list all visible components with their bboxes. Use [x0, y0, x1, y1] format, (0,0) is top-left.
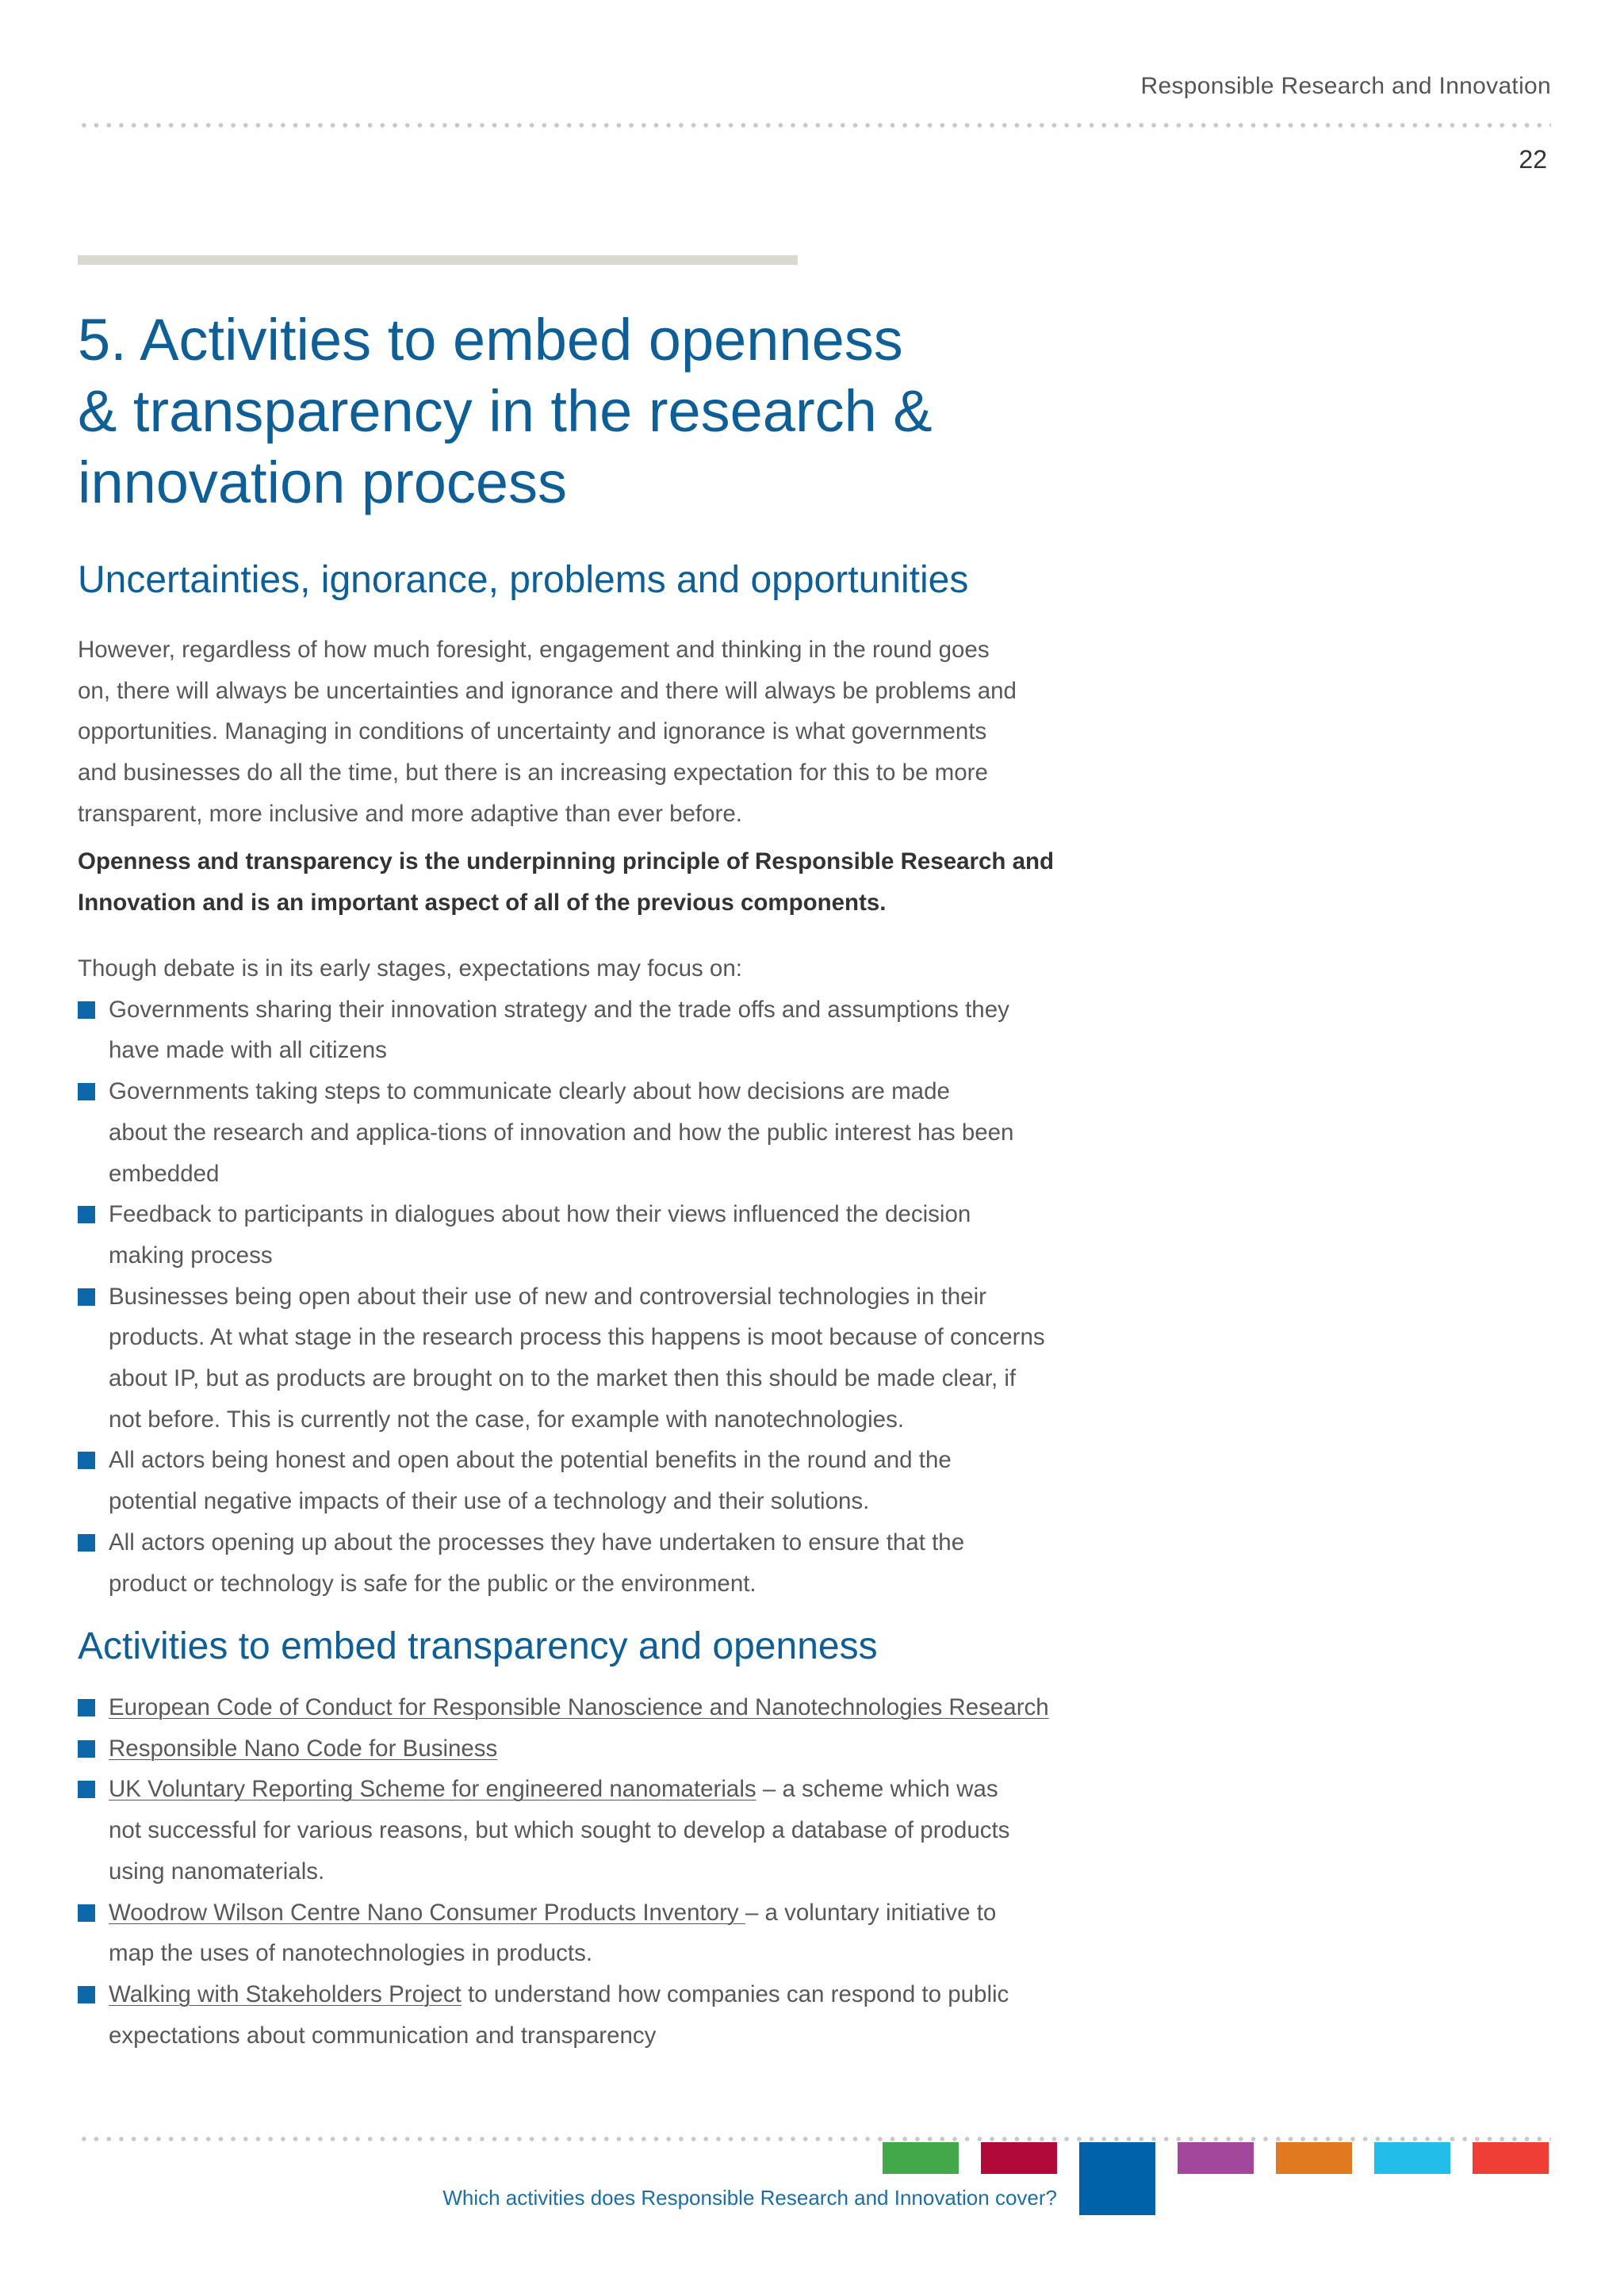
activities-list [78, 1687, 1204, 2056]
text-line: Feedback to participants in dialogues about how their views influenced the decision [109, 1201, 971, 1228]
list-item [78, 1892, 1204, 1974]
section-heading-activities: Activities to embed transparency and openness [78, 1625, 878, 1667]
square-bullet-icon [78, 1452, 95, 1469]
lead-in-text: Though debate is in its early stages, expectations may focus on: [78, 955, 742, 982]
text-line: Governments taking steps to communicate clearly about how decisions are made [109, 1078, 950, 1105]
list-item [78, 1687, 1204, 1728]
text-line: Innovation and is an important aspect of all of the previous components. [78, 889, 887, 916]
page-title-line: & transparency in the research & [78, 378, 933, 444]
square-bullet-icon [78, 1001, 95, 1019]
expectations-list [78, 989, 1204, 1605]
link-uk-voluntary-reporting-scheme[interactable]: UK Voluntary Reporting Scheme for engineered nanomaterials [109, 1776, 756, 1803]
text-line: product or technology is safe for the public or the environment. [109, 1570, 756, 1597]
text-line: expectations about communication and transparency [109, 2022, 657, 2049]
list-item [78, 1769, 1204, 1892]
text-line: using nanomaterials. [109, 1858, 325, 1885]
text-line: embedded [109, 1160, 220, 1187]
link-responsible-nano-code[interactable]: Responsible Nano Code for Business [109, 1735, 498, 1762]
section-tab[interactable] [1374, 2142, 1450, 2174]
text-line: map the uses of nanotechnologies in products. [109, 1940, 593, 1967]
text-line: about IP, but as products are brought on to the market then this should be made clear, if [109, 1365, 1017, 1392]
square-bullet-icon [78, 1206, 95, 1223]
text-line: on, there will always be uncertainties and ignorance and there will always be problems and [78, 677, 1017, 704]
square-bullet-icon [78, 1083, 95, 1100]
page-title-line: innovation process [78, 450, 568, 515]
text-line: Businesses being open about their use of new and controversial technologies in their [109, 1283, 986, 1310]
section-tab[interactable] [1473, 2142, 1549, 2174]
section-heading-uncertainties: Uncertainties, ignorance, problems and opportunities [78, 559, 969, 601]
text-line: making process [109, 1242, 273, 1269]
list-item [78, 1440, 1204, 1521]
text-line: have made with all citizens [109, 1037, 387, 1064]
header-dotted-divider [78, 123, 1551, 128]
text-line: Openness and transparency is the underpinning principle of Responsible Research and [78, 848, 1055, 874]
text-line: not successful for various reasons, but which sought to develop a database of products [109, 1817, 1010, 1844]
list-item [78, 989, 1204, 1071]
item-description: – a voluntary initiative to [745, 1899, 997, 1926]
link-woodrow-wilson-inventory[interactable]: Woodrow Wilson Centre Nano Consumer Products Inventory [109, 1899, 745, 1926]
text-line: opportunities. Managing in conditions of uncertainty and ignorance is what governments [78, 718, 987, 745]
text-line: Governments sharing their innovation strategy and the trade offs and assumptions they [109, 996, 1009, 1023]
list-item [78, 1276, 1204, 1441]
text-line: All actors opening up about the processes they have undertaken to ensure that the [109, 1529, 965, 1556]
page-title-line: 5. Activities to embed openness [78, 307, 903, 373]
link-european-code-of-conduct[interactable]: European Code of Conduct for Responsible Nanoscience and Nanotechnologies Research [109, 1694, 1049, 1720]
item-description: – a scheme which was [756, 1776, 998, 1803]
text-line: transparent, more inclusive and more adaptive than ever before. [78, 800, 742, 827]
square-bullet-icon [78, 1288, 95, 1306]
list-item [78, 1071, 1204, 1194]
section-tab-active[interactable] [1079, 2142, 1155, 2215]
text-line: about the research and applica-tions of innovation and how the public interest has been [109, 1119, 1014, 1146]
key-principle-paragraph [78, 841, 1204, 923]
page-number: 22 [1519, 145, 1547, 174]
activities-block [78, 1687, 1204, 2056]
list-item [78, 1522, 1204, 1604]
text-line: and businesses do all the time, but there is an increasing expectation for this to be more [78, 760, 988, 786]
square-bullet-icon [78, 1699, 95, 1716]
square-bullet-icon [78, 1986, 95, 2003]
section-tab[interactable] [981, 2142, 1057, 2174]
running-header: Responsible Research and Innovation [1140, 73, 1551, 99]
text-line: potential negative impacts of their use of a technology and their solutions. [109, 1488, 870, 1515]
expectations-block [78, 948, 1204, 1604]
title-accent-bar [78, 255, 798, 265]
text-line: products. At what stage in the research process this happens is moot because of concerns [109, 1324, 1045, 1351]
link-walking-with-stakeholders[interactable]: Walking with Stakeholders Project [109, 1980, 462, 2007]
footer-dotted-divider [78, 2137, 1551, 2141]
page-title [78, 304, 1109, 519]
list-item [78, 1974, 1204, 2056]
square-bullet-icon [78, 1740, 95, 1758]
section-tab[interactable] [1178, 2142, 1254, 2174]
square-bullet-icon [78, 1904, 95, 1922]
item-description: to understand how companies can respond to public [461, 1980, 1009, 2007]
text-line: not before. This is currently not the case, for example with nanotechnologies. [109, 1406, 905, 1433]
square-bullet-icon [78, 1781, 95, 1798]
list-item [78, 1728, 1204, 1770]
square-bullet-icon [78, 1534, 95, 1552]
list-item [78, 1194, 1204, 1276]
section-tab[interactable] [1276, 2142, 1352, 2174]
text-line: All actors being honest and open about the potential benefits in the round and the [109, 1447, 952, 1474]
intro-paragraph [78, 629, 1204, 835]
footer-nav-link[interactable]: Which activities does Responsible Research and Innovation cover? [442, 2186, 1057, 2210]
section-tab[interactable] [883, 2142, 959, 2174]
text-line: However, regardless of how much foresight, engagement and thinking in the round goes [78, 637, 990, 663]
